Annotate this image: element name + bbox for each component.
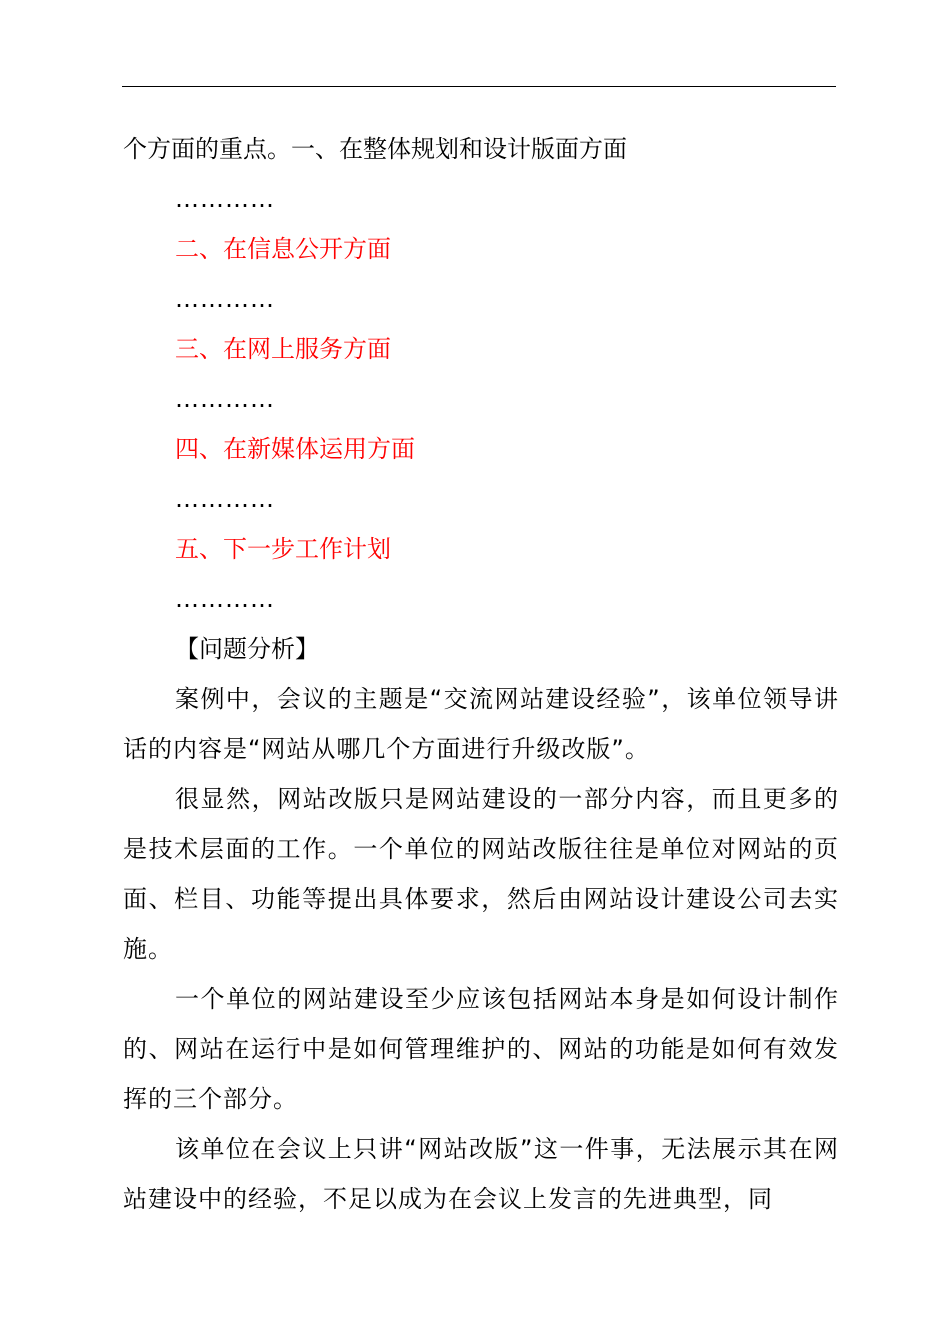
document-body xyxy=(123,124,839,1224)
section-heading-2: 二、在信息公开方面 xyxy=(175,235,391,263)
section-heading-4: 四、在新媒体运用方面 xyxy=(175,435,415,463)
paragraph: 一个单位的网站建设至少应该包括网站本身是如何设计制作的、网站在运行中是如何管理维护的、网站的功能是如何有效发挥的三个部分。 xyxy=(123,985,839,1113)
paragraph: 案例中，会议的主题是“交流网站建设经验”，该单位领导讲话的内容是“网站从哪几个方面进行升级改版”。 xyxy=(123,685,839,763)
ellipsis-line: ………… xyxy=(175,285,275,313)
section-heading-3: 三、在网上服务方面 xyxy=(175,335,391,363)
paragraph: 很显然，网站改版只是网站建设的一部分内容，而且更多的是技术层面的工作。一个单位的网站改版往往是单位对网站的页面、栏目、功能等提出具体要求，然后由网站设计建设公司去实施。 xyxy=(123,785,839,963)
header-rule xyxy=(122,86,836,87)
ellipsis-line: ………… xyxy=(175,185,275,213)
paragraph: 该单位在会议上只讲“网站改版”这一件事，无法展示其在网站建设中的经验，不足以成为在会议上发言的先进典型，同 xyxy=(123,1135,839,1213)
ellipsis-line: ………… xyxy=(175,385,275,413)
ellipsis-line: ………… xyxy=(175,485,275,513)
continued-line: 个方面的重点。一、在整体规划和设计版面方面 xyxy=(123,135,627,163)
ellipsis-line: ………… xyxy=(175,585,275,613)
analysis-heading: 【问题分析】 xyxy=(175,635,319,663)
section-heading-5: 五、下一步工作计划 xyxy=(175,535,391,563)
